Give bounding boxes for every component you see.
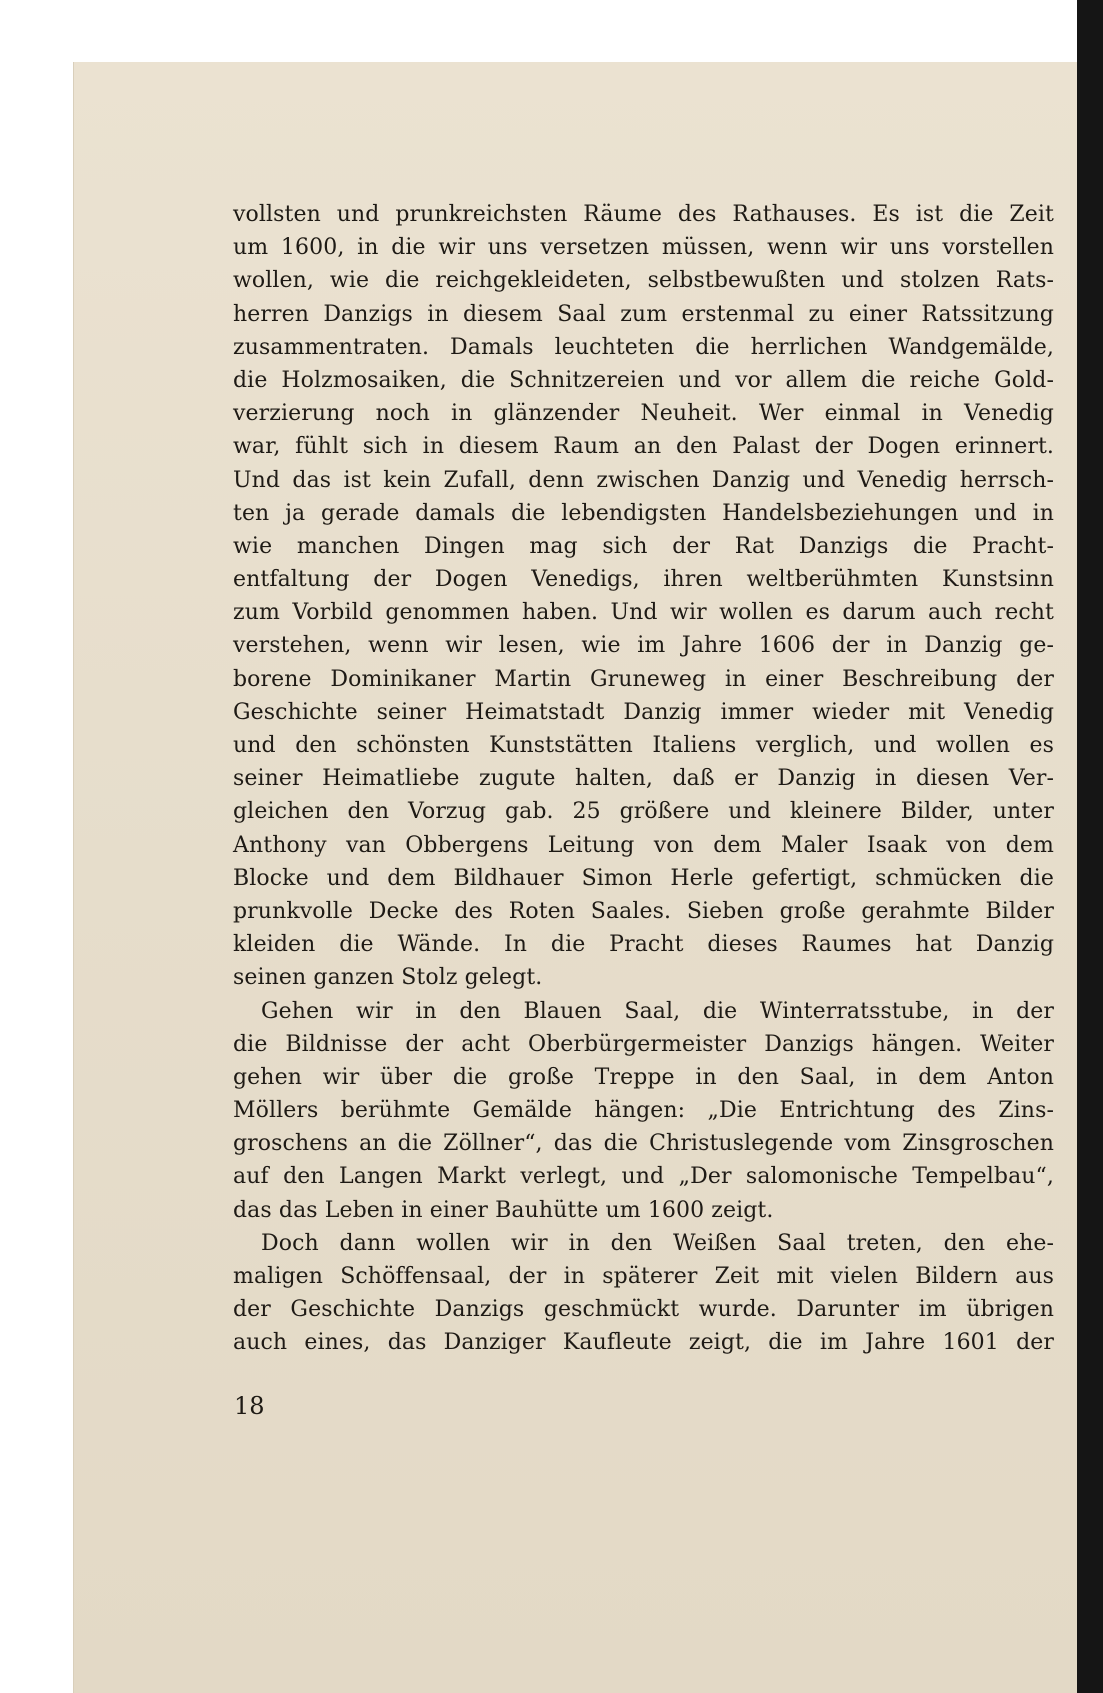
text-line: kleiden die Wände. In die Pracht dieses Raumes hat Danzig bbox=[233, 932, 1054, 958]
body-text bbox=[233, 198, 1054, 1360]
text-line: auch eines, das Danziger Kaufleute zeigt, die im Jahre 1601 der bbox=[233, 1330, 1054, 1356]
text-line: vollsten und prunkreichsten Räume des Rathauses. Es ist die Zeit bbox=[233, 202, 1054, 227]
text-line: zum Vorbild genommen haben. Und wir wollen es darum auch recht bbox=[233, 600, 1054, 626]
text-line: und den schönsten Kunststätten Italiens verglich, und wollen es bbox=[233, 733, 1054, 758]
text-line: gehen wir über die große Treppe in den Saal, in dem Anton bbox=[233, 1064, 1054, 1090]
text-line: war, fühlt sich in diesem Raum an den Palast der Dogen erinnert. bbox=[233, 434, 1054, 460]
text-line: prunkvolle Decke des Roten Saales. Sieben große gerahmte Bilder bbox=[233, 898, 1054, 924]
text-line: herren Danzigs in diesem Saal zum erstenmal zu einer Ratssitzung bbox=[233, 301, 1054, 327]
text-line: gleichen den Vorzug gab. 25 größere und kleinere Bilder, unter bbox=[233, 799, 1054, 825]
book-page bbox=[73, 62, 1077, 1693]
text-line: Doch dann wollen wir in den Weißen Saal treten, den ehe- bbox=[261, 1230, 1054, 1256]
text-line: Möllers berühmte Gemälde hängen: „Die Entrichtung des Zins- bbox=[233, 1098, 1054, 1124]
scan-top-margin bbox=[0, 0, 1103, 62]
scan-dark-edge bbox=[1077, 0, 1103, 1693]
text-line: Und das ist kein Zufall, denn zwischen Danzig und Venedig herrsch- bbox=[233, 467, 1054, 493]
text-line: Gehen wir in den Blauen Saal, die Winterratsstube, in der bbox=[261, 998, 1054, 1024]
text-line: verzierung noch in glänzender Neuheit. Wer einmal in Venedig bbox=[233, 401, 1054, 427]
text-line: Anthony van Obbergens Leitung von dem Maler Isaak von dem bbox=[233, 832, 1054, 858]
text-line: maligen Schöffensaal, der in späterer Zeit mit vielen Bildern aus bbox=[233, 1264, 1054, 1289]
text-line: seiner Heimatliebe zugute halten, daß er Danzig in diesen Ver- bbox=[233, 766, 1054, 792]
text-line: ten ja gerade damals die lebendigsten Handelsbeziehungen und in bbox=[233, 500, 1054, 526]
text-line: auf den Langen Markt verlegt, und „Der salomonische Tempelbau“, bbox=[233, 1164, 1054, 1190]
text-line: der Geschichte Danzigs geschmückt wurde. Darunter im übrigen bbox=[233, 1297, 1054, 1323]
text-line: borene Dominikaner Martin Gruneweg in einer Beschreibung der bbox=[233, 666, 1054, 692]
text-line: groschens an die Zöllner“, das die Christuslegende vom Zinsgroschen bbox=[233, 1131, 1054, 1157]
text-line: das das Leben in einer Bauhütte um 1600 zeigt. bbox=[233, 1197, 774, 1223]
text-line: Blocke und dem Bildhauer Simon Herle gefertigt, schmücken die bbox=[233, 865, 1054, 891]
text-line: entfaltung der Dogen Venedigs, ihren weltberühmten Kunstsinn bbox=[233, 567, 1054, 593]
text-line: wollen, wie die reichgekleideten, selbstbewußten und stolzen Rats- bbox=[233, 268, 1054, 294]
text-line: zusammentraten. Damals leuchteten die herrlichen Wandgemälde, bbox=[233, 334, 1054, 360]
text-line: wie manchen Dingen mag sich der Rat Danzigs die Pracht- bbox=[233, 533, 1054, 559]
text-line: verstehen, wenn wir lesen, wie im Jahre 1606 der in Danzig ge- bbox=[233, 633, 1054, 659]
text-line: die Bildnisse der acht Oberbürgermeister Danzigs hängen. Weiter bbox=[233, 1031, 1054, 1057]
text-line: Geschichte seiner Heimatstadt Danzig immer wieder mit Venedig bbox=[233, 699, 1054, 725]
text-line: die Holzmosaiken, die Schnitzereien und vor allem die reiche Gold- bbox=[233, 367, 1054, 393]
text-line: seinen ganzen Stolz gelegt. bbox=[233, 965, 543, 991]
text-line: um 1600, in die wir uns versetzen müssen, wenn wir uns vorstellen bbox=[233, 235, 1054, 261]
page-number: 18 bbox=[234, 1392, 265, 1420]
